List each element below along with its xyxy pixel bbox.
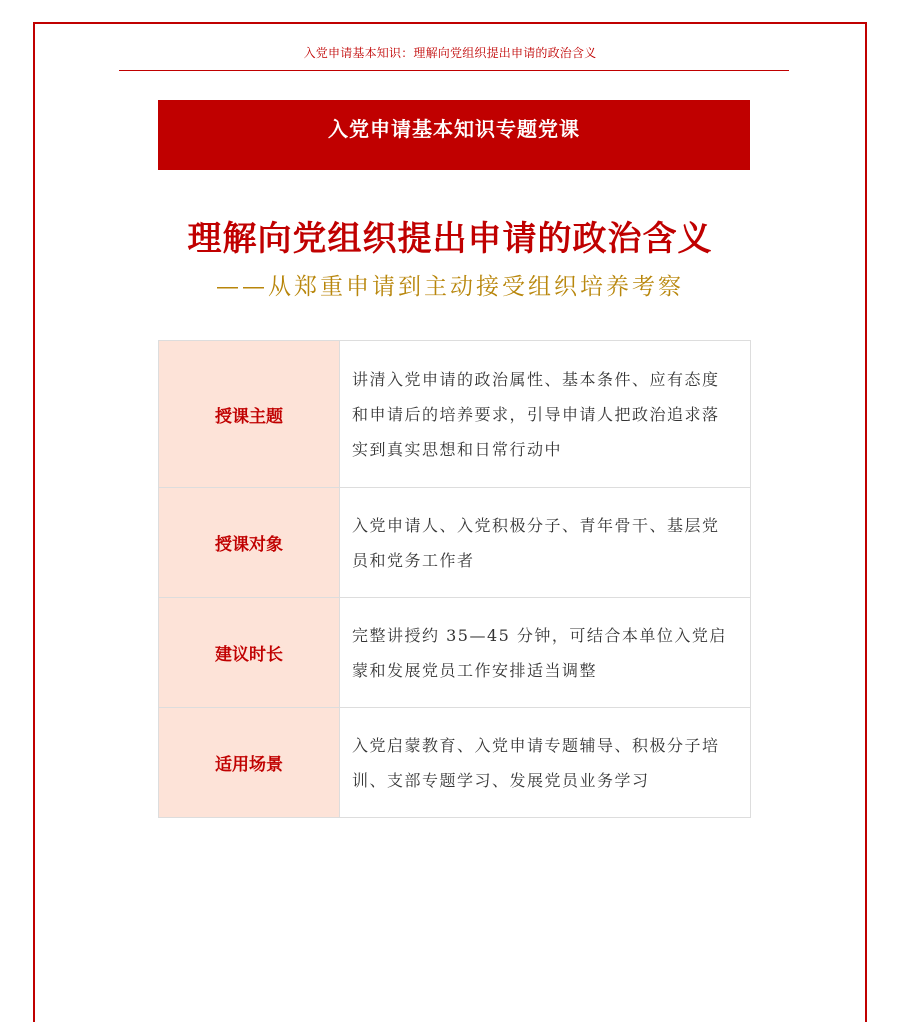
page-subtitle: ——从郑重申请到主动接受组织培养考察	[216, 274, 684, 300]
table-row	[159, 488, 751, 598]
row-content-audience: 入党申请人、入党积极分子、青年骨干、基层党员和党务工作者	[340, 488, 751, 598]
header-divider	[119, 70, 789, 71]
course-banner	[158, 100, 750, 170]
row-label-topic: 授课主题	[159, 341, 340, 488]
row-content-duration: 完整讲授约 35—45 分钟，可结合本单位入党启蒙和发展党员工作安排适当调整	[340, 598, 751, 708]
banner-title: 入党申请基本知识专题党课	[328, 116, 580, 141]
table-row	[159, 341, 751, 488]
row-content-topic: 讲清入党申请的政治属性、基本条件、应有态度和申请后的培养要求，引导申请人把政治追求落实到真实思想和日常行动中	[340, 341, 751, 488]
table-row	[159, 598, 751, 708]
row-label-audience: 授课对象	[159, 488, 340, 598]
page-title: 理解向党组织提出申请的政治含义	[187, 219, 713, 259]
row-label-duration: 建议时长	[159, 598, 340, 708]
row-label-scenario: 适用场景	[159, 708, 340, 818]
course-info-table	[158, 340, 751, 818]
table-row	[159, 708, 751, 818]
running-header: 入党申请基本知识：理解向党组织提出申请的政治含义	[303, 46, 597, 60]
row-content-scenario: 入党启蒙教育、入党申请专题辅导、积极分子培训、支部专题学习、发展党员业务学习	[340, 708, 751, 818]
